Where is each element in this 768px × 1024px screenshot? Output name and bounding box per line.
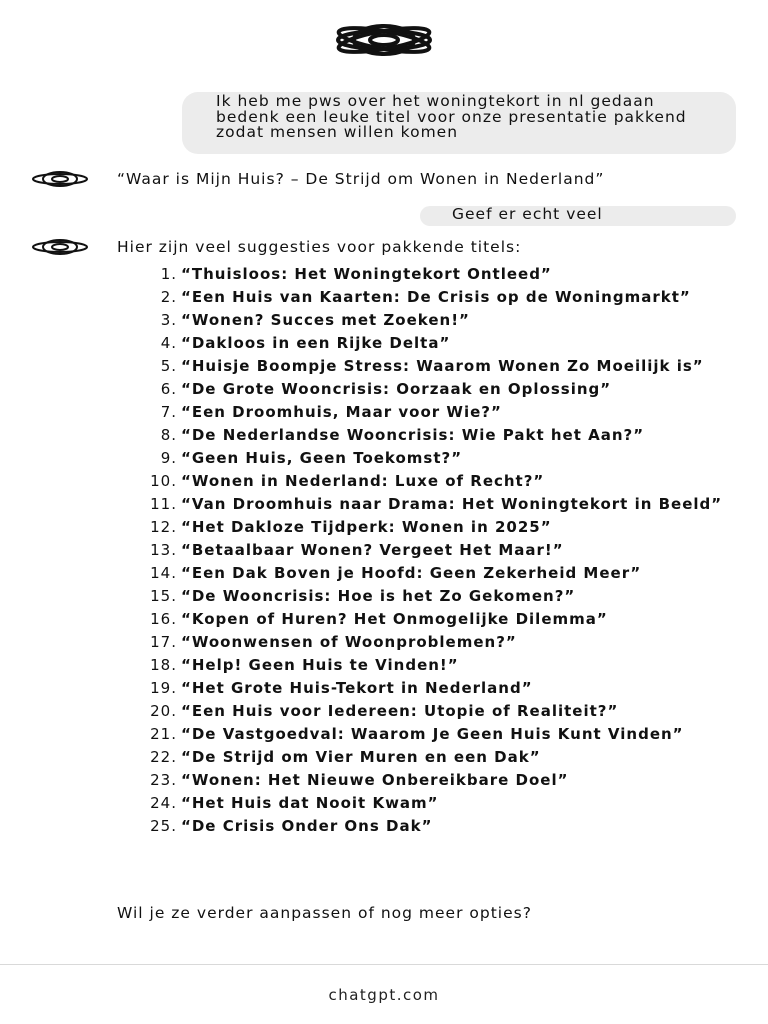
list-item-title: “De Grote Wooncrisis: Oorzaak en Oplossing” <box>181 379 612 398</box>
list-item-title: “Wonen in Nederland: Luxe of Recht?” <box>181 471 545 490</box>
list-item-title: “Woonwensen of Woonproblemen?” <box>181 632 517 651</box>
list-item-number: 3. <box>160 310 177 329</box>
list-item-number: 11. <box>150 494 177 513</box>
list-item-number: 10. <box>150 471 177 490</box>
list-item-title: “Betaalbaar Wonen? Vergeet Het Maar!” <box>181 540 564 559</box>
list-item-number: 21. <box>150 724 177 743</box>
list-item-title: “Van Droomhuis naar Drama: Het Woningtekort in Beeld” <box>181 494 723 513</box>
footer-divider <box>0 964 768 965</box>
list-item-title: “Het Grote Huis-Tekort in Nederland” <box>181 678 533 697</box>
list-item <box>117 471 738 490</box>
list-item-title: “Het Dakloze Tijdperk: Wonen in 2025” <box>181 517 552 536</box>
list-item <box>117 356 738 375</box>
list-item <box>117 724 738 743</box>
list-item <box>117 402 738 421</box>
list-item-number: 22. <box>150 747 177 766</box>
list-item <box>117 655 738 674</box>
list-item-number: 23. <box>150 770 177 789</box>
list-item-number: 12. <box>150 517 177 536</box>
list-item-number: 8. <box>160 425 177 444</box>
list-item-title: “De Crisis Onder Ons Dak” <box>181 816 433 835</box>
assistant-outro: Wil je ze verder aanpassen of nog meer opties? <box>117 904 532 922</box>
list-item <box>117 678 738 697</box>
list-item-title: “Thuisloos: Het Woningtekort Ontleed” <box>181 265 552 283</box>
list-item-number: 24. <box>150 793 177 812</box>
list-item-title: “Een Dak Boven je Hoofd: Geen Zekerheid Meer” <box>181 563 642 582</box>
list-item-title: “Een Droomhuis, Maar voor Wie?” <box>181 402 502 421</box>
list-item-title: “Wonen? Succes met Zoeken!” <box>181 310 470 329</box>
list-item-title: “De Nederlandse Wooncrisis: Wie Pakt het Aan?” <box>181 425 645 444</box>
list-item <box>117 586 738 605</box>
user-message-text: Geef er echt veel <box>452 205 603 223</box>
list-item-title: “De Strijd om Vier Muren en een Dak” <box>181 747 541 766</box>
list-item-number: 5. <box>160 356 177 375</box>
list-item-number: 4. <box>160 333 177 352</box>
list-item <box>117 379 738 398</box>
list-item-number: 17. <box>150 632 177 651</box>
list-item <box>117 287 738 306</box>
list-item-number: 1. <box>160 265 177 283</box>
list-item <box>117 310 738 329</box>
list-item <box>117 816 738 835</box>
list-item <box>117 333 738 352</box>
list-item <box>117 563 738 582</box>
list-item-title: “Een Huis voor Iedereen: Utopie of Realiteit?” <box>181 701 619 720</box>
list-item-title: “Huisje Boompje Stress: Waarom Wonen Zo Moeilijk is” <box>181 356 704 375</box>
list-item-number: 13. <box>150 540 177 559</box>
list-item-title: “Dakloos in een Rijke Delta” <box>181 333 451 352</box>
chatgpt-avatar-icon <box>30 238 90 256</box>
list-item <box>117 448 738 467</box>
list-item-title: “De Wooncrisis: Hoe is het Zo Gekomen?” <box>181 586 576 605</box>
list-item-number: 6. <box>160 379 177 398</box>
list-item-number: 9. <box>160 448 177 467</box>
list-item-title: “Het Huis dat Nooit Kwam” <box>181 793 439 812</box>
list-item-number: 2. <box>160 287 177 306</box>
list-item-title: “Kopen of Huren? Het Onmogelijke Dilemma” <box>181 609 608 628</box>
list-item-title: “Wonen: Het Nieuwe Onbereikbare Doel” <box>181 770 569 789</box>
chatgpt-avatar-icon <box>30 170 90 188</box>
list-item-number: 18. <box>150 655 177 674</box>
list-item <box>117 632 738 651</box>
list-item <box>117 793 738 812</box>
user-message-text: Ik heb me pws over het woningtekort in nl gedaan bedenk een leuke titel voor onze presentatie pakkend zodat mensen willen komen <box>216 92 687 141</box>
list-item <box>117 747 738 766</box>
list-item <box>117 540 738 559</box>
list-item-title: “Een Huis van Kaarten: De Crisis op de Woningmarkt” <box>181 287 691 306</box>
user-message-bubble <box>182 92 736 154</box>
list-item-number: 19. <box>150 678 177 697</box>
list-item-number: 16. <box>150 609 177 628</box>
list-item-title: “De Vastgoedval: Waarom Je Geen Huis Kunt Vinden” <box>181 724 684 743</box>
list-item-number: 15. <box>150 586 177 605</box>
user-message-bubble <box>420 206 736 226</box>
assistant-message: “Waar is Mijn Huis? – De Strijd om Wonen in Nederland” <box>117 170 605 188</box>
list-item-number: 25. <box>150 816 177 835</box>
list-item <box>117 494 738 513</box>
list-item <box>117 609 738 628</box>
list-item <box>117 701 738 720</box>
footer-domain: chatgpt.com <box>328 986 440 1004</box>
list-item-number: 14. <box>150 563 177 582</box>
list-item <box>117 770 738 789</box>
list-item-title: “Help! Geen Huis te Vinden!” <box>181 655 459 674</box>
openai-logo-icon <box>330 20 438 60</box>
list-item <box>117 517 738 536</box>
assistant-intro: Hier zijn veel suggesties voor pakkende titels: <box>117 238 522 256</box>
list-item <box>117 265 738 283</box>
list-item <box>117 425 738 444</box>
list-item-title: “Geen Huis, Geen Toekomst?” <box>181 448 463 467</box>
list-item-number: 7. <box>160 402 177 421</box>
list-item-number: 20. <box>150 701 177 720</box>
title-suggestions-list <box>117 265 738 843</box>
